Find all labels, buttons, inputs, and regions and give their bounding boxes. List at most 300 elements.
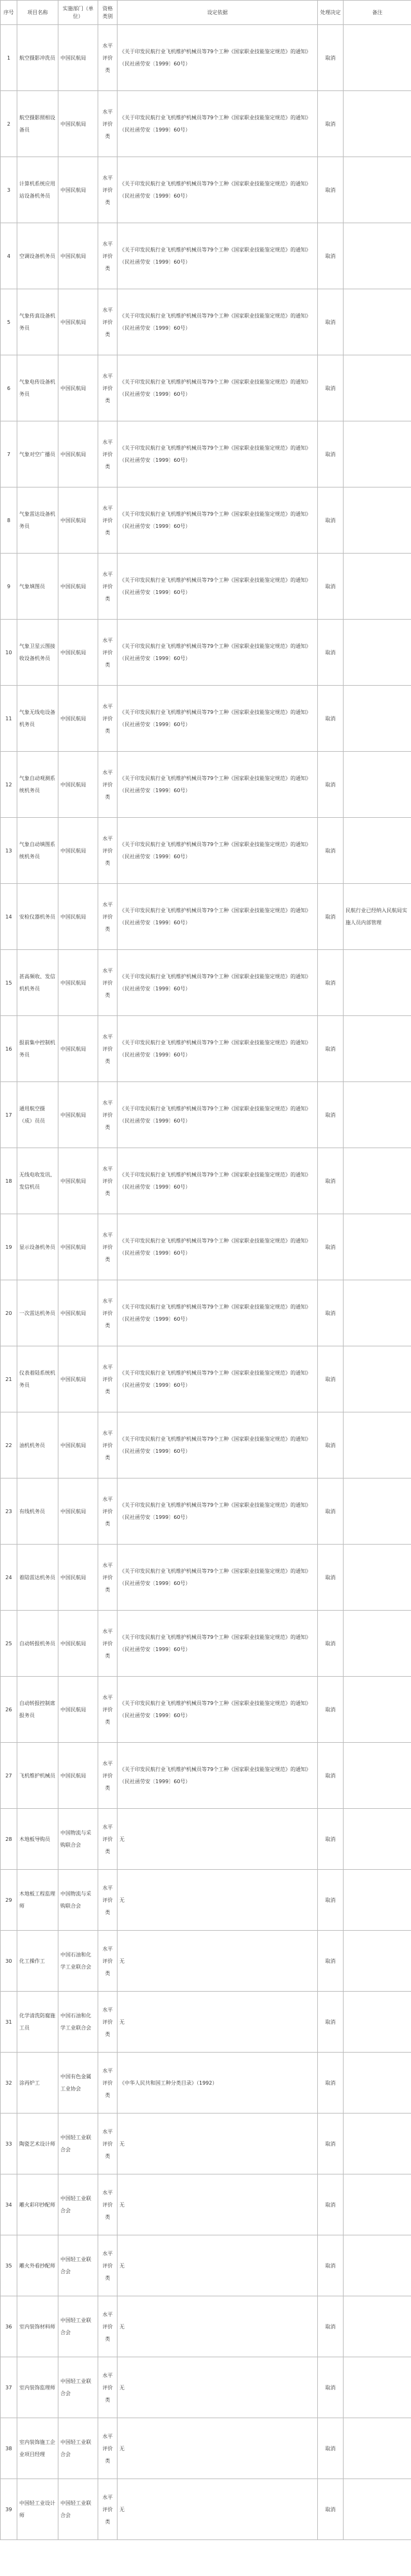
cell-dept: 中国民航局	[58, 289, 98, 355]
cell-type: 水平评价类	[98, 421, 118, 487]
cell-name: 空调设备机务员	[17, 223, 58, 289]
cell-decision: 取消	[318, 1992, 344, 2053]
cell-dept: 中国轻工业联合会	[58, 2418, 98, 2479]
cell-decision: 取消	[318, 1931, 344, 1992]
cell-basis: 无	[118, 2479, 318, 2540]
cell-dept: 中国民航局	[58, 157, 98, 223]
cell-dept: 中国民航局	[58, 1346, 98, 1412]
cell-type: 水平评价类	[98, 950, 118, 1016]
cell-no: 26	[1, 1677, 17, 1743]
cell-note	[344, 1870, 411, 1931]
cell-no: 12	[1, 752, 17, 818]
header-decision: 处理决定	[318, 1, 344, 25]
cell-basis: 无	[118, 2235, 318, 2296]
cell-name: 木地板工程监理师	[17, 1870, 58, 1931]
cell-type: 水平评价类	[98, 554, 118, 620]
cell-no: 28	[1, 1809, 17, 1870]
table-row	[1, 2357, 411, 2418]
cell-no: 14	[1, 884, 17, 950]
table-row	[1, 2235, 411, 2296]
cell-no: 39	[1, 2479, 17, 2540]
cell-type: 水平评价类	[98, 620, 118, 686]
cell-no: 23	[1, 1479, 17, 1545]
cell-note	[344, 2114, 411, 2174]
cell-name: 雕火外看抄配师	[17, 2235, 58, 2296]
cell-name: 油机机务员	[17, 1412, 58, 1479]
cell-decision: 取消	[318, 950, 344, 1016]
cell-type: 水平评价类	[98, 1148, 118, 1214]
cell-no: 6	[1, 355, 17, 421]
cell-note	[344, 686, 411, 752]
table-row	[1, 2114, 411, 2174]
table-row	[1, 2418, 411, 2479]
cell-decision: 取消	[318, 223, 344, 289]
cell-decision: 取消	[318, 2296, 344, 2357]
cell-type: 水平评价类	[98, 818, 118, 884]
cell-note	[344, 91, 411, 157]
cell-basis: 无	[118, 1992, 318, 2053]
cell-decision: 取消	[318, 1545, 344, 1611]
table-row	[1, 818, 411, 884]
cell-dept: 中国民航局	[58, 884, 98, 950]
cell-name: 涂再炉工	[17, 2053, 58, 2114]
table-row	[1, 1016, 411, 1082]
cell-type: 水平评价类	[98, 157, 118, 223]
cell-note	[344, 1412, 411, 1479]
cell-basis: 《关于印发民航行业飞机维护机械员等79个工种《国家职业技能鉴定规范》的通知》（民社函劳安〔1999〕60号）	[118, 1545, 318, 1611]
cell-type: 水平评价类	[98, 2053, 118, 2114]
cell-no: 16	[1, 1016, 17, 1082]
cell-decision: 取消	[318, 1148, 344, 1214]
cell-dept: 中国民航局	[58, 91, 98, 157]
cell-name: 气象填图员	[17, 554, 58, 620]
header-no: 序号	[1, 1, 17, 25]
cell-decision: 取消	[318, 91, 344, 157]
cell-type: 水平评价类	[98, 2174, 118, 2235]
cell-name: 雕火彩印抄配师	[17, 2174, 58, 2235]
table-row	[1, 2296, 411, 2357]
cell-decision: 取消	[318, 1082, 344, 1148]
cell-note	[344, 950, 411, 1016]
cell-type: 水平评价类	[98, 1545, 118, 1611]
cell-type: 水平评价类	[98, 2235, 118, 2296]
table-row	[1, 1346, 411, 1412]
cell-note	[344, 752, 411, 818]
cell-note	[344, 1148, 411, 1214]
cell-type: 水平评价类	[98, 1870, 118, 1931]
table-row	[1, 884, 411, 950]
table-row	[1, 1870, 411, 1931]
cell-no: 3	[1, 157, 17, 223]
cell-basis: 《关于印发民航行业飞机维护机械员等79个工种《国家职业技能鉴定规范》的通知》（民社函劳安〔1999〕60号）	[118, 1346, 318, 1412]
table-header-row	[1, 1, 411, 25]
cell-no: 20	[1, 1280, 17, 1346]
cell-basis: 《中华人民共和国工种分类目录》（1992）	[118, 2053, 318, 2114]
cell-basis: 《关于印发民航行业飞机维护机械员等79个工种《国家职业技能鉴定规范》的通知》（民社函劳安〔1999〕60号）	[118, 355, 318, 421]
cell-note	[344, 223, 411, 289]
cell-note	[344, 1931, 411, 1992]
cell-dept: 中国物流与采购联合会	[58, 1809, 98, 1870]
cell-note	[344, 1479, 411, 1545]
cell-no: 17	[1, 1082, 17, 1148]
cell-type: 水平评价类	[98, 355, 118, 421]
cell-name: 气象电传设备机务员	[17, 355, 58, 421]
cell-note	[344, 554, 411, 620]
cell-no: 21	[1, 1346, 17, 1412]
cell-decision: 取消	[318, 554, 344, 620]
cell-dept: 中国民航局	[58, 1016, 98, 1082]
table-row	[1, 1611, 411, 1677]
cell-name: 仪表着陆系统机务员	[17, 1346, 58, 1412]
cell-no: 18	[1, 1148, 17, 1214]
cell-decision: 取消	[318, 1870, 344, 1931]
cell-no: 9	[1, 554, 17, 620]
cell-no: 5	[1, 289, 17, 355]
cell-note	[344, 620, 411, 686]
cell-decision: 取消	[318, 1611, 344, 1677]
cell-name: 气象传真设备机务员	[17, 289, 58, 355]
cell-note	[344, 2418, 411, 2479]
cell-type: 水平评价类	[98, 223, 118, 289]
cell-name: 气象对空广播员	[17, 421, 58, 487]
cell-name: 气象自动填图系统机务员	[17, 818, 58, 884]
cell-basis: 《关于印发民航行业飞机维护机械员等79个工种《国家职业技能鉴定规范》的通知》（民社函劳安〔1999〕60号）	[118, 884, 318, 950]
cell-name: 通用航空摄（成）员员	[17, 1082, 58, 1148]
cell-name: 陶瓷艺术设计师	[17, 2114, 58, 2174]
cell-no: 22	[1, 1412, 17, 1479]
cell-basis: 《关于印发民航行业飞机维护机械员等79个工种《国家职业技能鉴定规范》的通知》（民社函劳安〔1999〕60号）	[118, 289, 318, 355]
cell-dept: 中国民航局	[58, 1280, 98, 1346]
table-row	[1, 1809, 411, 1870]
cell-basis: 无	[118, 2174, 318, 2235]
cell-decision: 取消	[318, 2479, 344, 2540]
cell-note	[344, 25, 411, 91]
cell-name: 甚高频收、发信机机务员	[17, 950, 58, 1016]
cell-note	[344, 1677, 411, 1743]
cell-no: 29	[1, 1870, 17, 1931]
cell-name: 中国轻工业设计师	[17, 2479, 58, 2540]
cell-type: 水平评价类	[98, 1743, 118, 1809]
table-row	[1, 620, 411, 686]
cell-name: 报前集中控制机务员	[17, 1016, 58, 1082]
cell-note	[344, 157, 411, 223]
cell-type: 水平评价类	[98, 289, 118, 355]
cell-basis: 《关于印发民航行业飞机维护机械员等79个工种《国家职业技能鉴定规范》的通知》（民社函劳安〔1999〕60号）	[118, 620, 318, 686]
cell-note	[344, 1743, 411, 1809]
cell-decision: 取消	[318, 752, 344, 818]
cell-name: 显示设备机务员	[17, 1214, 58, 1280]
table-row	[1, 1743, 411, 1809]
cell-basis: 无	[118, 1870, 318, 1931]
cell-basis: 《关于印发民航行业飞机维护机械员等79个工种《国家职业技能鉴定规范》的通知》（民社函劳安〔1999〕60号）	[118, 950, 318, 1016]
cell-basis: 《关于印发民航行业飞机维护机械员等79个工种《国家职业技能鉴定规范》的通知》（民社函劳安〔1999〕60号）	[118, 1280, 318, 1346]
cell-no: 35	[1, 2235, 17, 2296]
cell-basis: 《关于印发民航行业飞机维护机械员等79个工种《国家职业技能鉴定规范》的通知》（民社函劳安〔1999〕60号）	[118, 1148, 318, 1214]
cell-note	[344, 2235, 411, 2296]
cell-note	[344, 289, 411, 355]
cell-basis: 无	[118, 2114, 318, 2174]
cell-dept: 中国轻工业联合会	[58, 2114, 98, 2174]
cell-no: 37	[1, 2357, 17, 2418]
cell-basis: 《关于印发民航行业飞机维护机械员等79个工种《国家职业技能鉴定规范》的通知》（民社函劳安〔1999〕60号）	[118, 752, 318, 818]
cell-dept: 中国民航局	[58, 752, 98, 818]
cell-type: 水平评价类	[98, 1992, 118, 2053]
cell-note	[344, 1545, 411, 1611]
header-dept: 实施部门（单位）	[58, 1, 98, 25]
cell-dept: 中国民航局	[58, 1479, 98, 1545]
cell-basis: 《关于印发民航行业飞机维护机械员等79个工种《国家职业技能鉴定规范》的通知》（民社函劳安〔1999〕60号）	[118, 25, 318, 91]
header-basis: 设定依据	[118, 1, 318, 25]
cell-name: 气象无线电设备机务员	[17, 686, 58, 752]
cell-decision: 取消	[318, 289, 344, 355]
cell-note: 民航行业已经纳入民航局实施人员内部管理	[344, 884, 411, 950]
table-row	[1, 2053, 411, 2114]
cell-dept: 中国民航局	[58, 818, 98, 884]
cell-name: 气象雷达设备机务员	[17, 487, 58, 554]
cell-dept: 中国民航局	[58, 223, 98, 289]
cell-basis: 无	[118, 1931, 318, 1992]
cell-name: 自动转报机务员	[17, 1611, 58, 1677]
cell-no: 24	[1, 1545, 17, 1611]
cell-decision: 取消	[318, 1280, 344, 1346]
cell-basis: 《关于印发民航行业飞机维护机械员等79个工种《国家职业技能鉴定规范》的通知》（民社函劳安〔1999〕60号）	[118, 1677, 318, 1743]
table-row	[1, 289, 411, 355]
cell-decision: 取消	[318, 157, 344, 223]
cell-note	[344, 1016, 411, 1082]
cell-type: 水平评价类	[98, 752, 118, 818]
cell-note	[344, 487, 411, 554]
cell-decision: 取消	[318, 2235, 344, 2296]
cell-type: 水平评价类	[98, 884, 118, 950]
table-row	[1, 2174, 411, 2235]
cell-type: 水平评价类	[98, 487, 118, 554]
cell-type: 水平评价类	[98, 1280, 118, 1346]
cell-no: 19	[1, 1214, 17, 1280]
cell-dept: 中国石油和化学工业联合会	[58, 1992, 98, 2053]
cell-name: 化学清洗防腐施工员	[17, 1992, 58, 2053]
cell-type: 水平评价类	[98, 1479, 118, 1545]
cell-decision: 取消	[318, 1412, 344, 1479]
cell-no: 13	[1, 818, 17, 884]
table-row	[1, 1545, 411, 1611]
cell-decision: 取消	[318, 620, 344, 686]
cell-basis: 《关于印发民航行业飞机维护机械员等79个工种《国家职业技能鉴定规范》的通知》（民社函劳安〔1999〕60号）	[118, 1479, 318, 1545]
table-row	[1, 157, 411, 223]
cell-decision: 取消	[318, 686, 344, 752]
cell-decision: 取消	[318, 2114, 344, 2174]
cell-dept: 中国民航局	[58, 1214, 98, 1280]
cell-note	[344, 2053, 411, 2114]
cell-dept: 中国轻工业联合会	[58, 2174, 98, 2235]
cell-type: 水平评价类	[98, 2114, 118, 2174]
cell-dept: 中国轻工业联合会	[58, 2296, 98, 2357]
cell-note	[344, 1214, 411, 1280]
cell-basis: 《关于印发民航行业飞机维护机械员等79个工种《国家职业技能鉴定规范》的通知》（民社函劳安〔1999〕60号）	[118, 1743, 318, 1809]
cell-name: 室内装饰材料师	[17, 2296, 58, 2357]
cell-basis: 《关于印发民航行业飞机维护机械员等79个工种《国家职业技能鉴定规范》的通知》（民社函劳安〔1999〕60号）	[118, 157, 318, 223]
cell-note	[344, 2479, 411, 2540]
cell-name: 无线电收发讯、发信机员	[17, 1148, 58, 1214]
cell-dept: 中国有色金属工业协会	[58, 2053, 98, 2114]
cell-name: 航空摄影冲洗员	[17, 25, 58, 91]
table-row	[1, 487, 411, 554]
cell-basis: 《关于印发民航行业飞机维护机械员等79个工种《国家职业技能鉴定规范》的通知》（民社函劳安〔1999〕60号）	[118, 91, 318, 157]
cell-type: 水平评价类	[98, 686, 118, 752]
cell-no: 2	[1, 91, 17, 157]
table-row	[1, 950, 411, 1016]
table-row	[1, 1280, 411, 1346]
cell-dept: 中国民航局	[58, 1611, 98, 1677]
cell-decision: 取消	[318, 421, 344, 487]
cell-dept: 中国民航局	[58, 1677, 98, 1743]
cell-name: 气象自动观测系统机务员	[17, 752, 58, 818]
cell-dept: 中国民航局	[58, 1743, 98, 1809]
header-name: 项目名称	[17, 1, 58, 25]
table-row	[1, 355, 411, 421]
cell-name: 室内装饰施工企业项目经理	[17, 2418, 58, 2479]
cell-dept: 中国民航局	[58, 355, 98, 421]
cell-note	[344, 1082, 411, 1148]
cell-dept: 中国轻工业联合会	[58, 2479, 98, 2540]
cell-dept: 中国物流与采购联合会	[58, 1870, 98, 1931]
cell-no: 25	[1, 1611, 17, 1677]
header-note: 备注	[344, 1, 411, 25]
cell-name: 自动转报控制席报务员	[17, 1677, 58, 1743]
table-row	[1, 1082, 411, 1148]
cell-type: 水平评价类	[98, 1611, 118, 1677]
cell-dept: 中国民航局	[58, 1545, 98, 1611]
cell-decision: 取消	[318, 818, 344, 884]
cell-basis: 《关于印发民航行业飞机维护机械员等79个工种《国家职业技能鉴定规范》的通知》（民社函劳安〔1999〕60号）	[118, 421, 318, 487]
cell-dept: 中国民航局	[58, 25, 98, 91]
cell-type: 水平评价类	[98, 1346, 118, 1412]
cell-dept: 中国民航局	[58, 554, 98, 620]
cell-dept: 中国轻工业联合会	[58, 2357, 98, 2418]
cell-no: 32	[1, 2053, 17, 2114]
cell-decision: 取消	[318, 1479, 344, 1545]
table-row	[1, 1992, 411, 2053]
cell-basis: 《关于印发民航行业飞机维护机械员等79个工种《国家职业技能鉴定规范》的通知》（民社函劳安〔1999〕60号）	[118, 487, 318, 554]
cell-decision: 取消	[318, 25, 344, 91]
cell-type: 水平评价类	[98, 2479, 118, 2540]
cell-dept: 中国民航局	[58, 686, 98, 752]
cell-type: 水平评价类	[98, 1082, 118, 1148]
cell-dept: 中国民航局	[58, 421, 98, 487]
cell-dept: 中国民航局	[58, 620, 98, 686]
cell-note	[344, 1809, 411, 1870]
cell-dept: 中国轻工业联合会	[58, 2235, 98, 2296]
cell-basis: 《关于印发民航行业飞机维护机械员等79个工种《国家职业技能鉴定规范》的通知》（民社函劳安〔1999〕60号）	[118, 1412, 318, 1479]
cell-basis: 《关于印发民航行业飞机维护机械员等79个工种《国家职业技能鉴定规范》的通知》（民社函劳安〔1999〕60号）	[118, 554, 318, 620]
table-row	[1, 1931, 411, 1992]
cell-decision: 取消	[318, 2174, 344, 2235]
table-row	[1, 1412, 411, 1479]
cell-decision: 取消	[318, 1743, 344, 1809]
table-row	[1, 1148, 411, 1214]
cell-no: 38	[1, 2418, 17, 2479]
cell-type: 水平评价类	[98, 2357, 118, 2418]
cell-name: 气象卫星云图接收设备机务员	[17, 620, 58, 686]
cell-note	[344, 1611, 411, 1677]
cell-name: 有线机务员	[17, 1479, 58, 1545]
cell-basis: 《关于印发民航行业飞机维护机械员等79个工种《国家职业技能鉴定规范》的通知》（民社函劳安〔1999〕60号）	[118, 223, 318, 289]
cell-basis: 无	[118, 1809, 318, 1870]
cell-decision: 取消	[318, 2357, 344, 2418]
cell-type: 水平评价类	[98, 2418, 118, 2479]
cell-dept: 中国民航局	[58, 950, 98, 1016]
cell-no: 10	[1, 620, 17, 686]
cell-basis: 无	[118, 2418, 318, 2479]
table-row	[1, 686, 411, 752]
cell-basis: 无	[118, 2296, 318, 2357]
cell-decision: 取消	[318, 2418, 344, 2479]
cell-basis: 《关于印发民航行业飞机维护机械员等79个工种《国家职业技能鉴定规范》的通知》（民社函劳安〔1999〕60号）	[118, 1082, 318, 1148]
cell-basis: 无	[118, 2357, 318, 2418]
cell-no: 31	[1, 1992, 17, 2053]
cell-name: 飞机维护机械员	[17, 1743, 58, 1809]
cell-type: 水平评价类	[98, 25, 118, 91]
cell-name: 室内装饰监理师	[17, 2357, 58, 2418]
cell-basis: 《关于印发民航行业飞机维护机械员等79个工种《国家职业技能鉴定规范》的通知》（民社函劳安〔1999〕60号）	[118, 1016, 318, 1082]
cell-type: 水平评价类	[98, 1214, 118, 1280]
table-row	[1, 554, 411, 620]
header-type: 资格类别	[98, 1, 118, 25]
table-row	[1, 1214, 411, 1280]
cell-no: 34	[1, 2174, 17, 2235]
cell-decision: 取消	[318, 487, 344, 554]
cell-note	[344, 2357, 411, 2418]
cell-name: 安检仪器机务员	[17, 884, 58, 950]
cell-note	[344, 421, 411, 487]
table-row	[1, 91, 411, 157]
cell-decision: 取消	[318, 1214, 344, 1280]
cell-note	[344, 2296, 411, 2357]
cell-note	[344, 1280, 411, 1346]
cell-dept: 中国民航局	[58, 1148, 98, 1214]
cell-type: 水平评价类	[98, 1016, 118, 1082]
cell-no: 30	[1, 1931, 17, 1992]
cell-decision: 取消	[318, 1677, 344, 1743]
cell-no: 11	[1, 686, 17, 752]
cell-name: 木地板导购员	[17, 1809, 58, 1870]
cell-decision: 取消	[318, 2053, 344, 2114]
table-row	[1, 752, 411, 818]
table-body	[1, 25, 411, 2540]
cell-name: 着陆雷达机务员	[17, 1545, 58, 1611]
cell-name: 一次雷达机务员	[17, 1280, 58, 1346]
cell-no: 36	[1, 2296, 17, 2357]
cell-decision: 取消	[318, 1016, 344, 1082]
table-row	[1, 1479, 411, 1545]
cell-dept: 中国民航局	[58, 1082, 98, 1148]
cell-type: 水平评价类	[98, 2296, 118, 2357]
cell-basis: 《关于印发民航行业飞机维护机械员等79个工种《国家职业技能鉴定规范》的通知》（民社函劳安〔1999〕60号）	[118, 686, 318, 752]
cell-type: 水平评价类	[98, 1412, 118, 1479]
table-row	[1, 421, 411, 487]
cell-basis: 《关于印发民航行业飞机维护机械员等79个工种《国家职业技能鉴定规范》的通知》（民社函劳安〔1999〕60号）	[118, 1214, 318, 1280]
cell-note	[344, 1346, 411, 1412]
cell-type: 水平评价类	[98, 1677, 118, 1743]
cell-note	[344, 355, 411, 421]
cell-no: 27	[1, 1743, 17, 1809]
cell-dept: 中国民航局	[58, 487, 98, 554]
cell-no: 8	[1, 487, 17, 554]
cell-name: 计算机系统应用站设备机务员	[17, 157, 58, 223]
cell-decision: 取消	[318, 884, 344, 950]
cell-no: 15	[1, 950, 17, 1016]
cell-dept: 中国民航局	[58, 1412, 98, 1479]
cell-type: 水平评价类	[98, 91, 118, 157]
